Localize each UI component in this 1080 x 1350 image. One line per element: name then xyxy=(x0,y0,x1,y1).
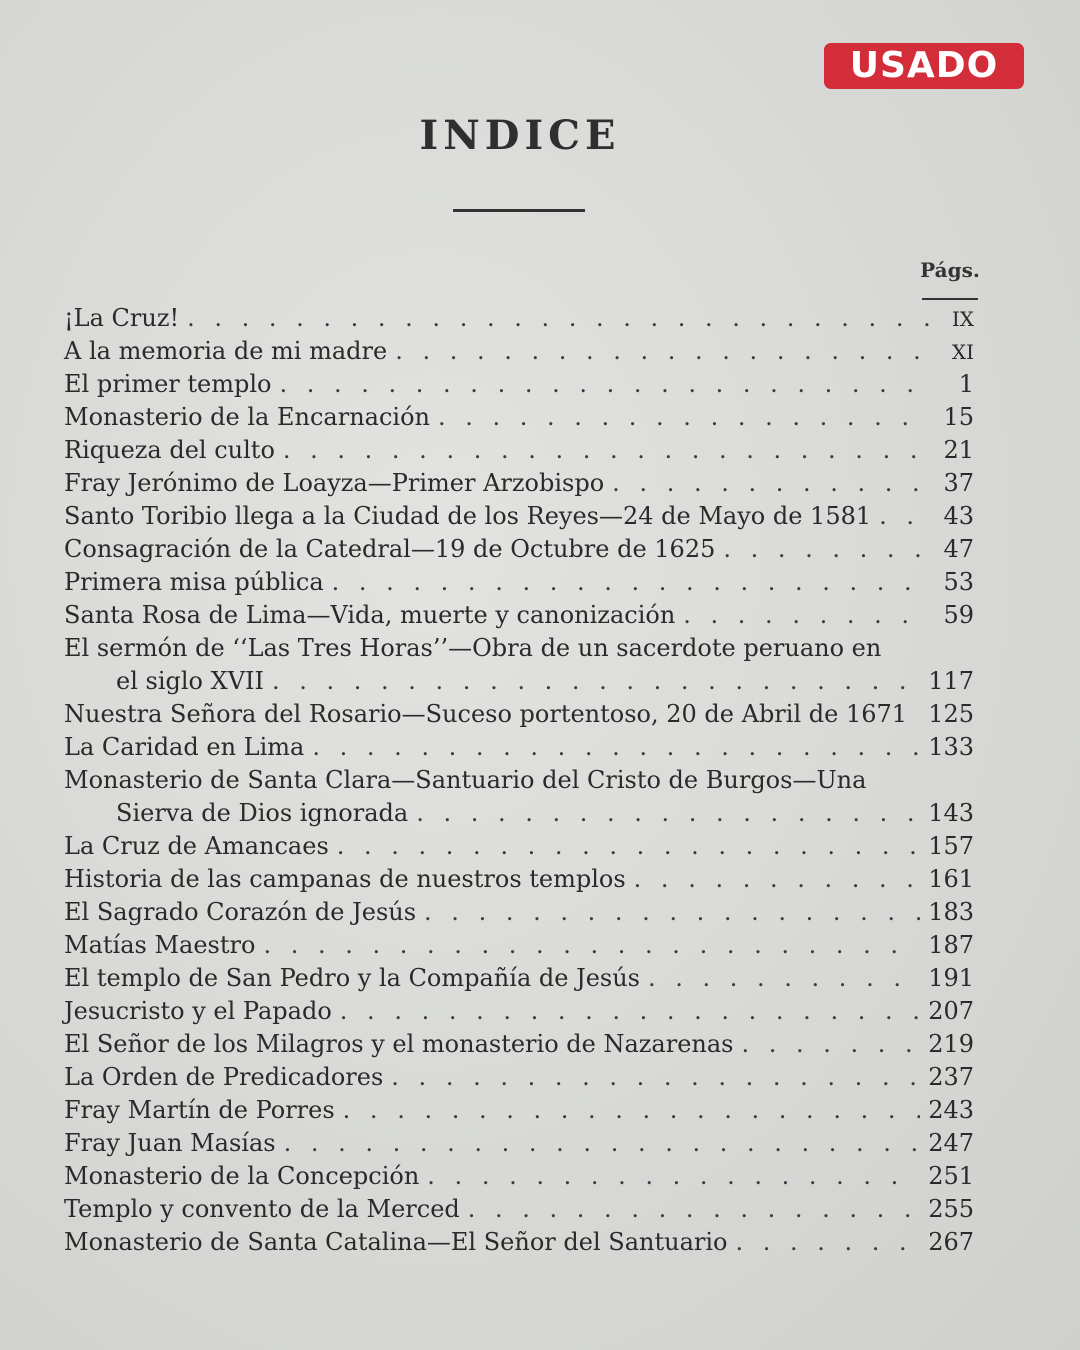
dot-leader xyxy=(395,335,930,368)
toc-entry-page: 187 xyxy=(928,931,974,959)
toc-entry-page: 207 xyxy=(928,997,974,1025)
title-underline xyxy=(453,209,585,212)
dot-leader xyxy=(438,401,930,434)
pages-column-header: Págs. xyxy=(920,258,980,282)
toc-entry xyxy=(64,335,974,368)
toc-entry xyxy=(64,1193,974,1226)
used-badge: USADO xyxy=(824,43,1024,89)
toc-entry xyxy=(64,962,974,995)
dot-leader xyxy=(343,1094,921,1127)
toc-entry-page: 37 xyxy=(943,469,974,497)
toc-entry-page: 53 xyxy=(943,568,974,596)
toc-entry-page: 255 xyxy=(928,1195,974,1223)
toc-entry-title: Santa Rosa de Lima—Vida, muerte y canonización xyxy=(64,601,676,629)
toc-entry-continuation xyxy=(64,665,974,698)
toc-entry xyxy=(64,698,974,731)
toc-entry xyxy=(64,1061,974,1094)
toc-entry-title: Fray Martín de Porres xyxy=(64,1096,335,1124)
dot-leader xyxy=(634,863,921,896)
toc-entry-title: Historia de las campanas de nuestros templos xyxy=(64,865,626,893)
toc-entry-title: Fray Jerónimo de Loayza—Primer Arzobispo xyxy=(64,469,605,497)
toc-entry xyxy=(64,467,974,500)
toc-entry xyxy=(64,896,974,929)
dot-leader xyxy=(612,467,930,500)
toc-entry xyxy=(64,632,974,665)
dot-leader xyxy=(723,533,930,566)
toc-entry-page: XI xyxy=(951,340,974,364)
dot-leader xyxy=(187,302,930,335)
toc-entry-page: IX xyxy=(951,307,974,331)
toc-entry xyxy=(64,434,974,467)
toc-entry-page: 243 xyxy=(928,1096,974,1124)
toc-entry-page: 219 xyxy=(928,1030,974,1058)
toc-entry xyxy=(64,830,974,863)
toc-entry-title: La Cruz de Amancaes xyxy=(64,832,329,860)
toc-entry-page: 237 xyxy=(928,1063,974,1091)
dot-leader xyxy=(332,566,930,599)
toc-entry xyxy=(64,995,974,1028)
dot-leader xyxy=(312,731,920,764)
toc-entry xyxy=(64,566,974,599)
toc-entry-page: 247 xyxy=(928,1129,974,1157)
dot-leader xyxy=(741,1028,920,1061)
toc-entry-page: 21 xyxy=(943,436,974,464)
toc-entry-title: La Orden de Predicadores xyxy=(64,1063,384,1091)
toc-entry-page: 251 xyxy=(928,1162,974,1190)
toc-entry-page: 1 xyxy=(958,370,974,398)
toc-entry-title: Consagración de la Catedral—19 de Octubre de 1625 xyxy=(64,535,716,563)
toc-entry-title: Fray Juan Masías xyxy=(64,1129,276,1157)
dot-leader xyxy=(284,1127,921,1160)
toc-entry-page: 15 xyxy=(943,403,974,431)
toc-entry-title: Monasterio de Santa Catalina—El Señor del Santuario xyxy=(64,1228,728,1256)
dot-leader xyxy=(416,797,920,830)
toc-entry-page: 59 xyxy=(943,601,974,629)
dot-leader xyxy=(283,434,930,467)
toc-entry-title: ¡La Cruz! xyxy=(64,304,180,332)
toc-entry-title: Jesucristo y el Papado xyxy=(64,997,332,1025)
toc-entry-page: 183 xyxy=(928,898,974,926)
toc-entry xyxy=(64,1028,974,1061)
toc-entry xyxy=(64,731,974,764)
toc-entry-title: Primera misa pública xyxy=(64,568,324,596)
toc-entry-page: 133 xyxy=(928,733,974,761)
dot-leader xyxy=(340,995,920,1028)
dot-leader xyxy=(280,368,931,401)
page-title: INDICE xyxy=(419,112,621,159)
toc-entry xyxy=(64,368,974,401)
toc-entry-title: A la memoria de mi madre xyxy=(64,337,388,365)
toc-entry-continuation xyxy=(64,797,974,830)
dot-leader xyxy=(683,599,930,632)
dot-leader xyxy=(427,1160,920,1193)
toc-entry-page: 125 xyxy=(928,700,974,728)
toc-entry xyxy=(64,764,974,797)
toc-entry-title: Monasterio de Santa Clara—Santuario del Cristo de Burgos—Una xyxy=(64,766,867,794)
toc-entry xyxy=(64,929,974,962)
dot-leader xyxy=(468,1193,920,1226)
toc-entry-page: 43 xyxy=(943,502,974,530)
toc-entry-page: 117 xyxy=(928,667,974,695)
toc-entry xyxy=(64,401,974,434)
toc-entry-page: 157 xyxy=(928,832,974,860)
toc-entry-page: 267 xyxy=(928,1228,974,1256)
dot-leader xyxy=(391,1061,920,1094)
toc-entry-title: Santo Toribio llega a la Ciudad de los Reyes—24 de Mayo de 1581 xyxy=(64,502,872,530)
toc-entry-title: el siglo XVII xyxy=(116,667,264,695)
toc-entry-title: El Señor de los Milagros y el monasterio de Nazarenas xyxy=(64,1030,734,1058)
toc-entry xyxy=(64,533,974,566)
toc-entry xyxy=(64,500,974,533)
toc-entry-title: El Sagrado Corazón de Jesús xyxy=(64,898,417,926)
toc-entry-title: Sierva de Dios ignorada xyxy=(116,799,409,827)
toc-entry-title: Monasterio de la Encarnación xyxy=(64,403,430,431)
dot-leader xyxy=(263,929,920,962)
dot-leader xyxy=(424,896,920,929)
toc-entry-title: El sermón de ‘‘Las Tres Horas’’—Obra de un sacerdote peruano en xyxy=(64,634,882,662)
toc-entry xyxy=(64,1127,974,1160)
toc-entry-title: Nuestra Señora del Rosario—Suceso portentoso, 20 de Abril de 1671 xyxy=(64,700,908,728)
toc-entry xyxy=(64,1160,974,1193)
dot-leader xyxy=(735,1226,920,1259)
toc-entry-page: 143 xyxy=(928,799,974,827)
toc-entry xyxy=(64,1226,974,1259)
toc-entry xyxy=(64,302,974,335)
toc-entry-page: 161 xyxy=(928,865,974,893)
toc-entry-title: Riqueza del culto xyxy=(64,436,275,464)
toc-entry-page: 47 xyxy=(943,535,974,563)
toc-entry-title: El primer templo xyxy=(64,370,272,398)
dot-leader xyxy=(879,500,930,533)
toc-entry-title: El templo de San Pedro y la Compañía de Jesús xyxy=(64,964,640,992)
toc-entry-title: La Caridad en Lima xyxy=(64,733,305,761)
toc-entry-page: 191 xyxy=(928,964,974,992)
dot-leader xyxy=(272,665,920,698)
pages-header-underline xyxy=(922,298,978,300)
toc-entry xyxy=(64,863,974,896)
toc-entry-title: Monasterio de la Concepción xyxy=(64,1162,420,1190)
dot-leader xyxy=(337,830,920,863)
toc-entry xyxy=(64,1094,974,1127)
table-of-contents xyxy=(64,302,974,1259)
toc-entry xyxy=(64,599,974,632)
dot-leader xyxy=(648,962,920,995)
toc-entry-title: Matías Maestro xyxy=(64,931,256,959)
toc-entry-title: Templo y convento de la Merced xyxy=(64,1195,460,1223)
